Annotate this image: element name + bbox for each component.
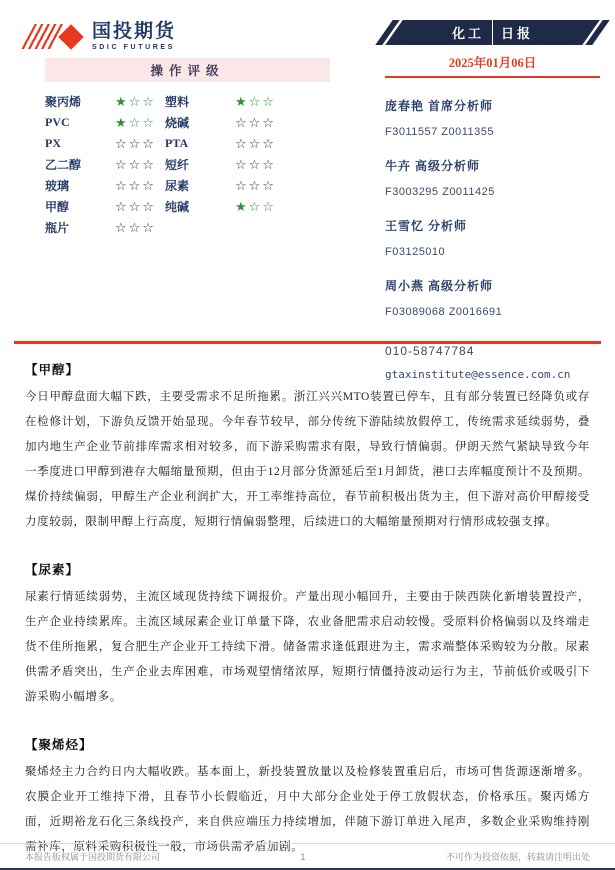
rating-label: 聚丙烯 <box>45 95 82 109</box>
rating-row <box>45 196 330 217</box>
report-type-right: 日报 <box>501 26 534 41</box>
rating-row <box>45 217 330 238</box>
rating-stars-icon: ☆☆☆ <box>235 114 276 130</box>
ratings-table <box>45 82 330 238</box>
section-polyolefin <box>25 735 590 860</box>
report-body <box>25 360 590 870</box>
analyst-codes: F3011557 Z0011355 <box>385 126 495 138</box>
section-urea <box>25 560 590 710</box>
rating-label: 甲醇 <box>45 200 70 214</box>
brand-subtitle: SDIC FUTURES <box>92 44 175 51</box>
contact-email-link[interactable]: gtaxinstitute@essence.com.cn <box>385 368 571 381</box>
rating-stars-icon: ☆☆☆ <box>235 135 276 151</box>
rating-label: 塑料 <box>165 95 190 109</box>
ratings-title: 操作评级 <box>45 58 330 82</box>
section-methanol <box>25 360 590 535</box>
section-text: 聚烯烃主力合约日内大幅收跌。基本面上，新投装置放量以及检修装置重启后，市场可售货源逐渐增多。农膜企业开工维持下滑，且春节小长假临近，月中大部分企业处于停工放假状态，价格承压。聚丙烯方面，近期裕龙石化三条线投产，来自供应端压力持续增加，伴随下游订单进入尾声，多数企业采购维持刚需补库，原料采购积极性一般，市场供需矛盾加剧。 <box>25 766 590 853</box>
report-type-banner <box>385 20 600 45</box>
report-meta-column <box>385 20 600 381</box>
rating-label: 纯碱 <box>165 200 190 214</box>
section-text: 尿素行情延续弱势，主流区域现货持续下调报价。产量出现小幅回升，主要由于陕西陕化新增装置投产，生产企业持续累库。主流区域尿素企业订单量下降，农业备肥需求启动较慢。受原料价格偏弱以及终端走货不佳所拖累，复合肥生产企业开工持续下滑。储备需求逢低跟进为主，需求端整体采购较为分散。尿素供需矛盾突出，生产企业去库困难，市场观望情绪浓厚，短期行情僵持波动运行为主，节前低价或吸引下游采购小幅增多。 <box>25 591 590 703</box>
section-text: 今日甲醇盘面大幅下跌，主要受需求不足所拖累。浙江兴兴MTO装置已停车，且有部分装置已经降负或存在检修计划，下游负反馈开始显现。今年春节较早，部分传统下游陆续放假停工，传统需求延续弱势，叠加内地生产企业节前排库需求相对较多，而下游采购需求有限，导致行情偏弱。伊朗天然气紧缺导致今年一季度进口甲醇到港存大幅缩量预期，但由于12月部分货源延后至1月卸货，港口去库幅度预计不及预期。煤价持续偏弱，甲醇生产企业利润扩大，开工率维持高位，春节前积极出货为主，但下游对高价甲醇接受力度较弱，限制甲醇上行高度，短期行情偏弱整理，后续进口的大幅缩量预期对行情形成较强支撑。 <box>25 391 590 528</box>
rating-label: PX <box>45 136 61 150</box>
rating-stars-icon: ☆☆☆ <box>115 219 156 235</box>
rating-stars-icon: ★☆☆ <box>115 93 156 109</box>
rating-row <box>45 112 330 133</box>
ratings-panel <box>45 58 330 238</box>
analyst-codes: F03089068 Z0016691 <box>385 306 503 318</box>
footer-disclaimer: 不可作为投资依据，转载请注明出处 <box>445 852 590 862</box>
rating-label: PVC <box>45 115 70 129</box>
rating-stars-icon: ★☆☆ <box>235 198 276 214</box>
section-divider-line <box>14 341 601 344</box>
rating-label: 乙二醇 <box>45 158 82 172</box>
analyst-codes: F3003295 Z0011425 <box>385 186 495 198</box>
rating-label: PTA <box>165 136 189 150</box>
analyst-name: 庞春艳 首席分析师 <box>385 99 494 113</box>
brand-name: 国投期货 <box>92 21 177 42</box>
section-title: 【聚烯烃】 <box>25 738 93 752</box>
rating-stars-icon: ★☆☆ <box>235 93 276 109</box>
analyst-name: 牛卉 高级分析师 <box>385 159 481 173</box>
rating-stars-icon: ☆☆☆ <box>235 156 276 172</box>
rating-label: 烧碱 <box>165 116 190 130</box>
report-date: 2025年01月06日 <box>385 53 600 78</box>
rating-label: 短纤 <box>165 158 190 172</box>
analyst-name: 王雪忆 分析师 <box>385 219 468 233</box>
rating-stars-icon: ☆☆☆ <box>115 177 156 193</box>
rating-row <box>45 175 330 196</box>
footer-copyright: 本报告版权属于国投期货有限公司 <box>25 852 161 862</box>
rating-row <box>45 154 330 175</box>
report-type-title <box>385 20 600 45</box>
report-type-left: 化工 <box>451 26 484 41</box>
page-footer <box>0 843 615 863</box>
analyst-codes: F03125010 <box>385 246 446 258</box>
footer-page-number: 1 <box>300 851 306 862</box>
rating-stars-icon: ☆☆☆ <box>115 156 156 172</box>
contact-phone: 010-58747784 <box>385 344 475 358</box>
rating-row <box>45 91 330 112</box>
section-title: 【尿素】 <box>25 563 80 577</box>
rating-stars-icon: ☆☆☆ <box>115 198 156 214</box>
rating-row <box>45 133 330 154</box>
rating-stars-icon: ☆☆☆ <box>235 177 276 193</box>
brand-logo <box>28 22 176 51</box>
rating-label: 玻璃 <box>45 179 70 193</box>
rating-label: 尿素 <box>165 179 190 193</box>
rating-stars-icon: ★☆☆ <box>115 114 156 130</box>
rating-stars-icon: ☆☆☆ <box>115 135 156 151</box>
rating-label: 瓶片 <box>45 221 70 235</box>
section-title: 【甲醇】 <box>25 363 80 377</box>
analyst-name: 周小燕 高级分析师 <box>385 279 494 293</box>
